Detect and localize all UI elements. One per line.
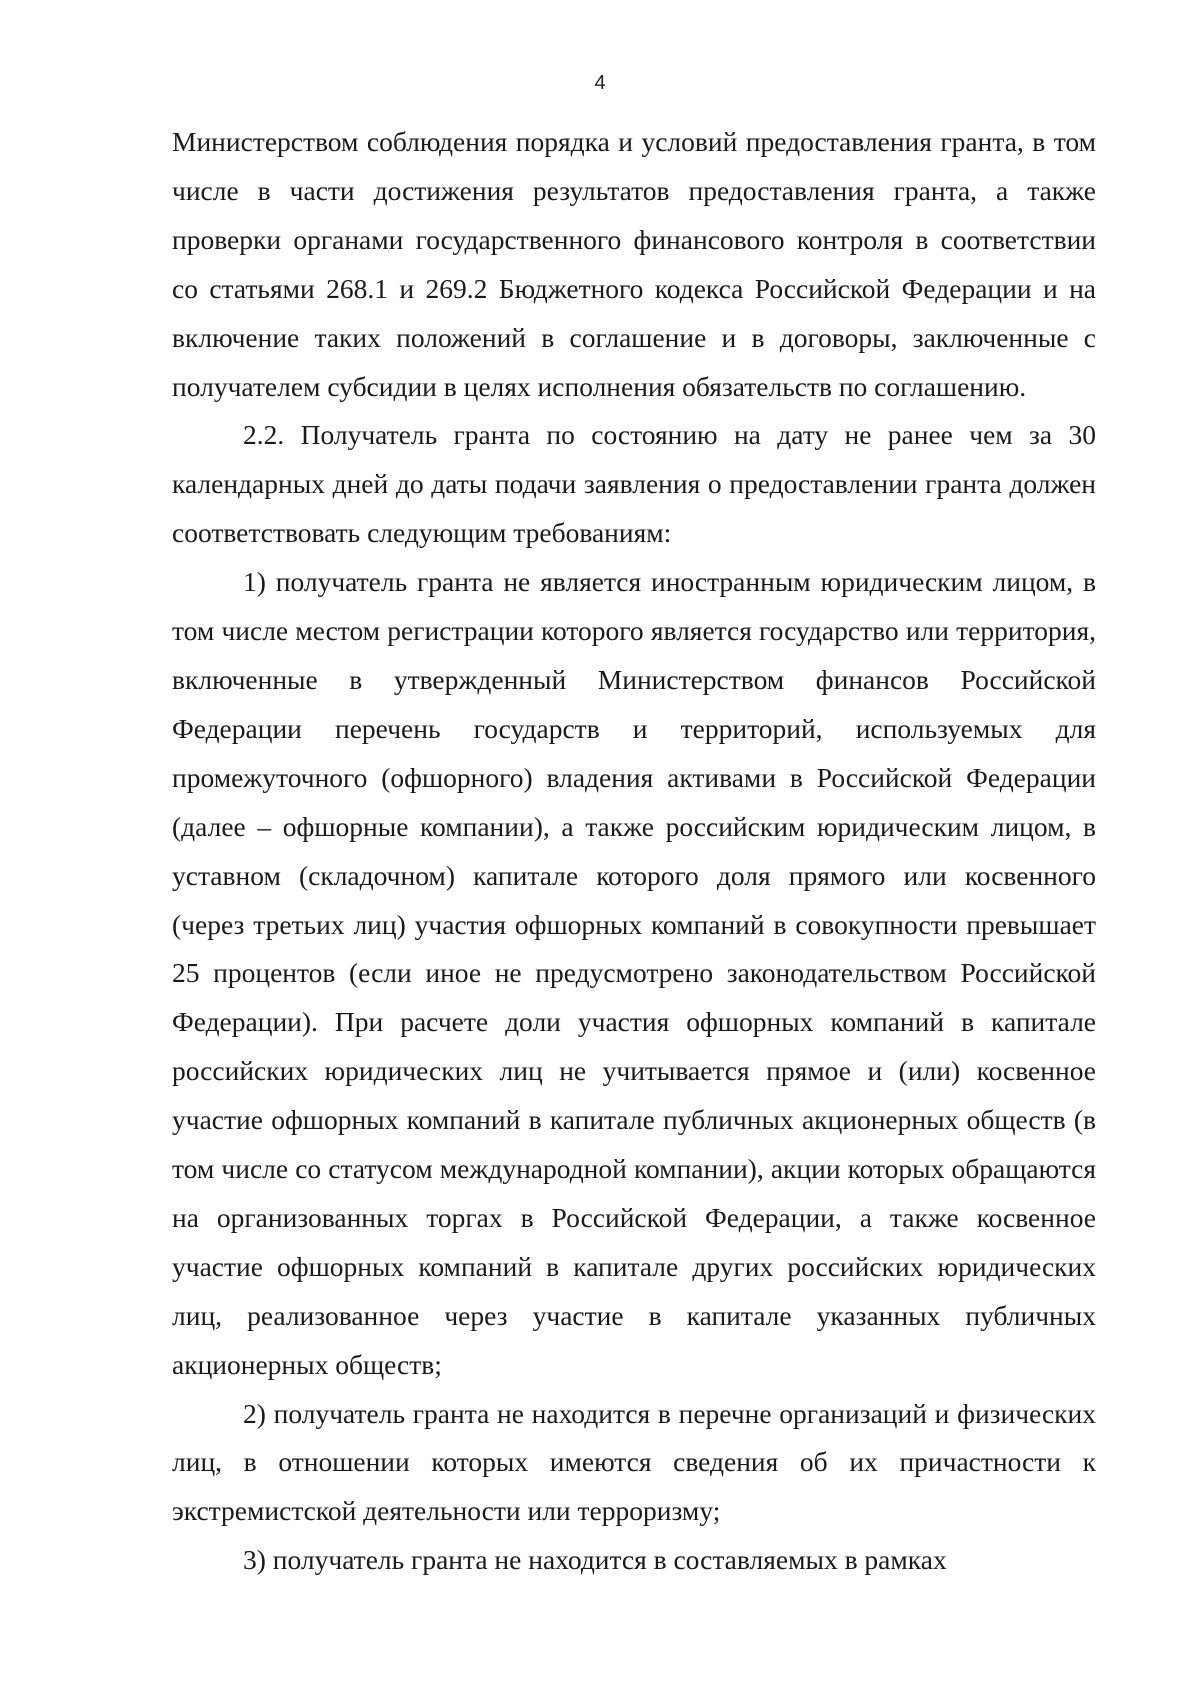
paragraph-continuation: Министерством соблюдения порядка и условий предоставления гранта, в том числе в части достижения результатов предоставления гранта, а также проверки органами государственного финансового контроля в соответствии со статьями 268.1 и 269.2 Бюджетного кодекса Российской Федерации и на включение таких положений в соглашение и в договоры, заключенные с получателем субсидии в целях исполнения обязательств по соглашению. [172, 126, 1096, 402]
page-number: 4 [594, 72, 606, 94]
paragraph-item-1: 1) получатель гранта не является иностранным юридическим лицом, в том числе местом регистрации которого является государство или территория, включенные в утвержденный Министерством финансов Российской Федерации перечень государств и территорий, используемых для промежуточного (офшорного) владения активами в Российской Федерации (далее – офшорные компании), а также российским юридическим лицом, в уставном (складочном) капитале которого доля прямого или косвенного (через третьих лиц) участия офшорных компаний в совокупности превышает 25 процентов (если иное не предусмотрено законодательством Российской Федерации). При расчете доли участия офшорных компаний в капитале российских юридических лиц не учитывается прямое и (или) косвенное участие офшорных компаний в капитале публичных акционерных обществ (в том числе со статусом международной компании), акции которых обращаются на организованных торгах в Российской Федерации, а также косвенное участие офшорных компаний в капитале других российских юридических лиц, реализованное через участие в капитале указанных публичных акционерных обществ; [172, 566, 1096, 1380]
document-body [172, 118, 1096, 1585]
paragraph-item-3: 3) получатель гранта не находится в составляемых в рамках [243, 1544, 947, 1576]
paragraph-2-2: 2.2. Получатель гранта по состоянию на дату не ранее чем за 30 календарных дней до даты подачи заявления о предоставлении гранта должен соответствовать следующим требованиям: [172, 419, 1096, 549]
paragraph-item-2: 2) получатель гранта не находится в перечне организаций и физических лиц, в отношении которых имеются сведения об их причастности к экстремистской деятельности или терроризму; [172, 1397, 1096, 1527]
